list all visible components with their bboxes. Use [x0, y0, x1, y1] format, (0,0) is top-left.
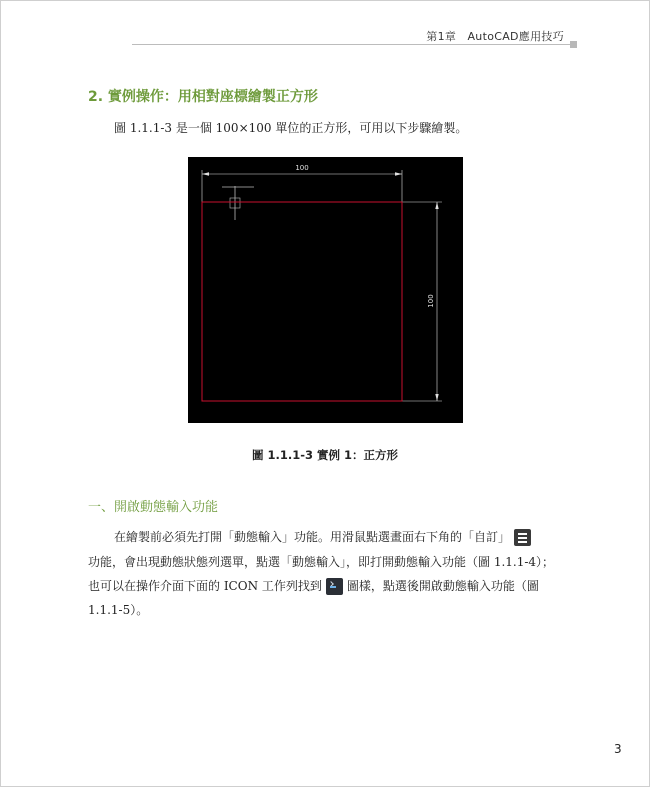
subsection-heading: 一、開啟動態輸入功能: [88, 500, 219, 515]
paragraph-line-4: 1.1.1-5）。: [88, 603, 149, 617]
cad-square-figure: [188, 157, 463, 423]
running-header: 第1章 AutoCAD應用技巧: [426, 30, 564, 43]
dim-h-arrow-left: [202, 172, 209, 175]
square-outline: [202, 202, 402, 401]
cad-drawing: [188, 157, 463, 423]
paragraph-line-3-text-a: 也可以在操作介面下面的 ICON 工作列找到: [88, 579, 322, 593]
paragraph-line-1-text: 在繪製前必須先打開「動態輸入」功能。用滑鼠點選畫面右下角的「自訂」: [114, 530, 511, 544]
dynamic-input-icon: [326, 578, 343, 595]
dim-h-arrow-right: [395, 172, 402, 175]
dim-v-label: 100: [427, 294, 435, 308]
intro-paragraph: 圖 1.1.1-3 是一個 100×100 單位的正方形，可用以下步驟繪製。: [114, 121, 468, 135]
paragraph-line-1: [114, 528, 535, 546]
dim-v-arrow-top: [435, 202, 438, 209]
customize-menu-icon: [514, 529, 531, 546]
paragraph-line-3-text-b: 圖樣，點選後開啟動態輸入功能（圖: [346, 579, 539, 593]
figure-caption: 圖 1.1.1-3 實例 1：正方形: [251, 448, 399, 462]
paragraph-line-2: 功能，會出現動態狀態列選單，點選「動態輸入」，即打開動態輸入功能（圖 1.1.1-4）；: [88, 555, 555, 569]
header-square-marker: [570, 41, 577, 48]
page-number: 3: [614, 742, 622, 756]
header-rule: [132, 44, 570, 45]
dim-v-arrow-bottom: [435, 394, 438, 401]
paragraph-line-3: [88, 577, 539, 595]
dim-h-label: 100: [295, 164, 309, 172]
section-heading: 2. 實例操作：用相對座標繪製正方形: [88, 89, 318, 105]
